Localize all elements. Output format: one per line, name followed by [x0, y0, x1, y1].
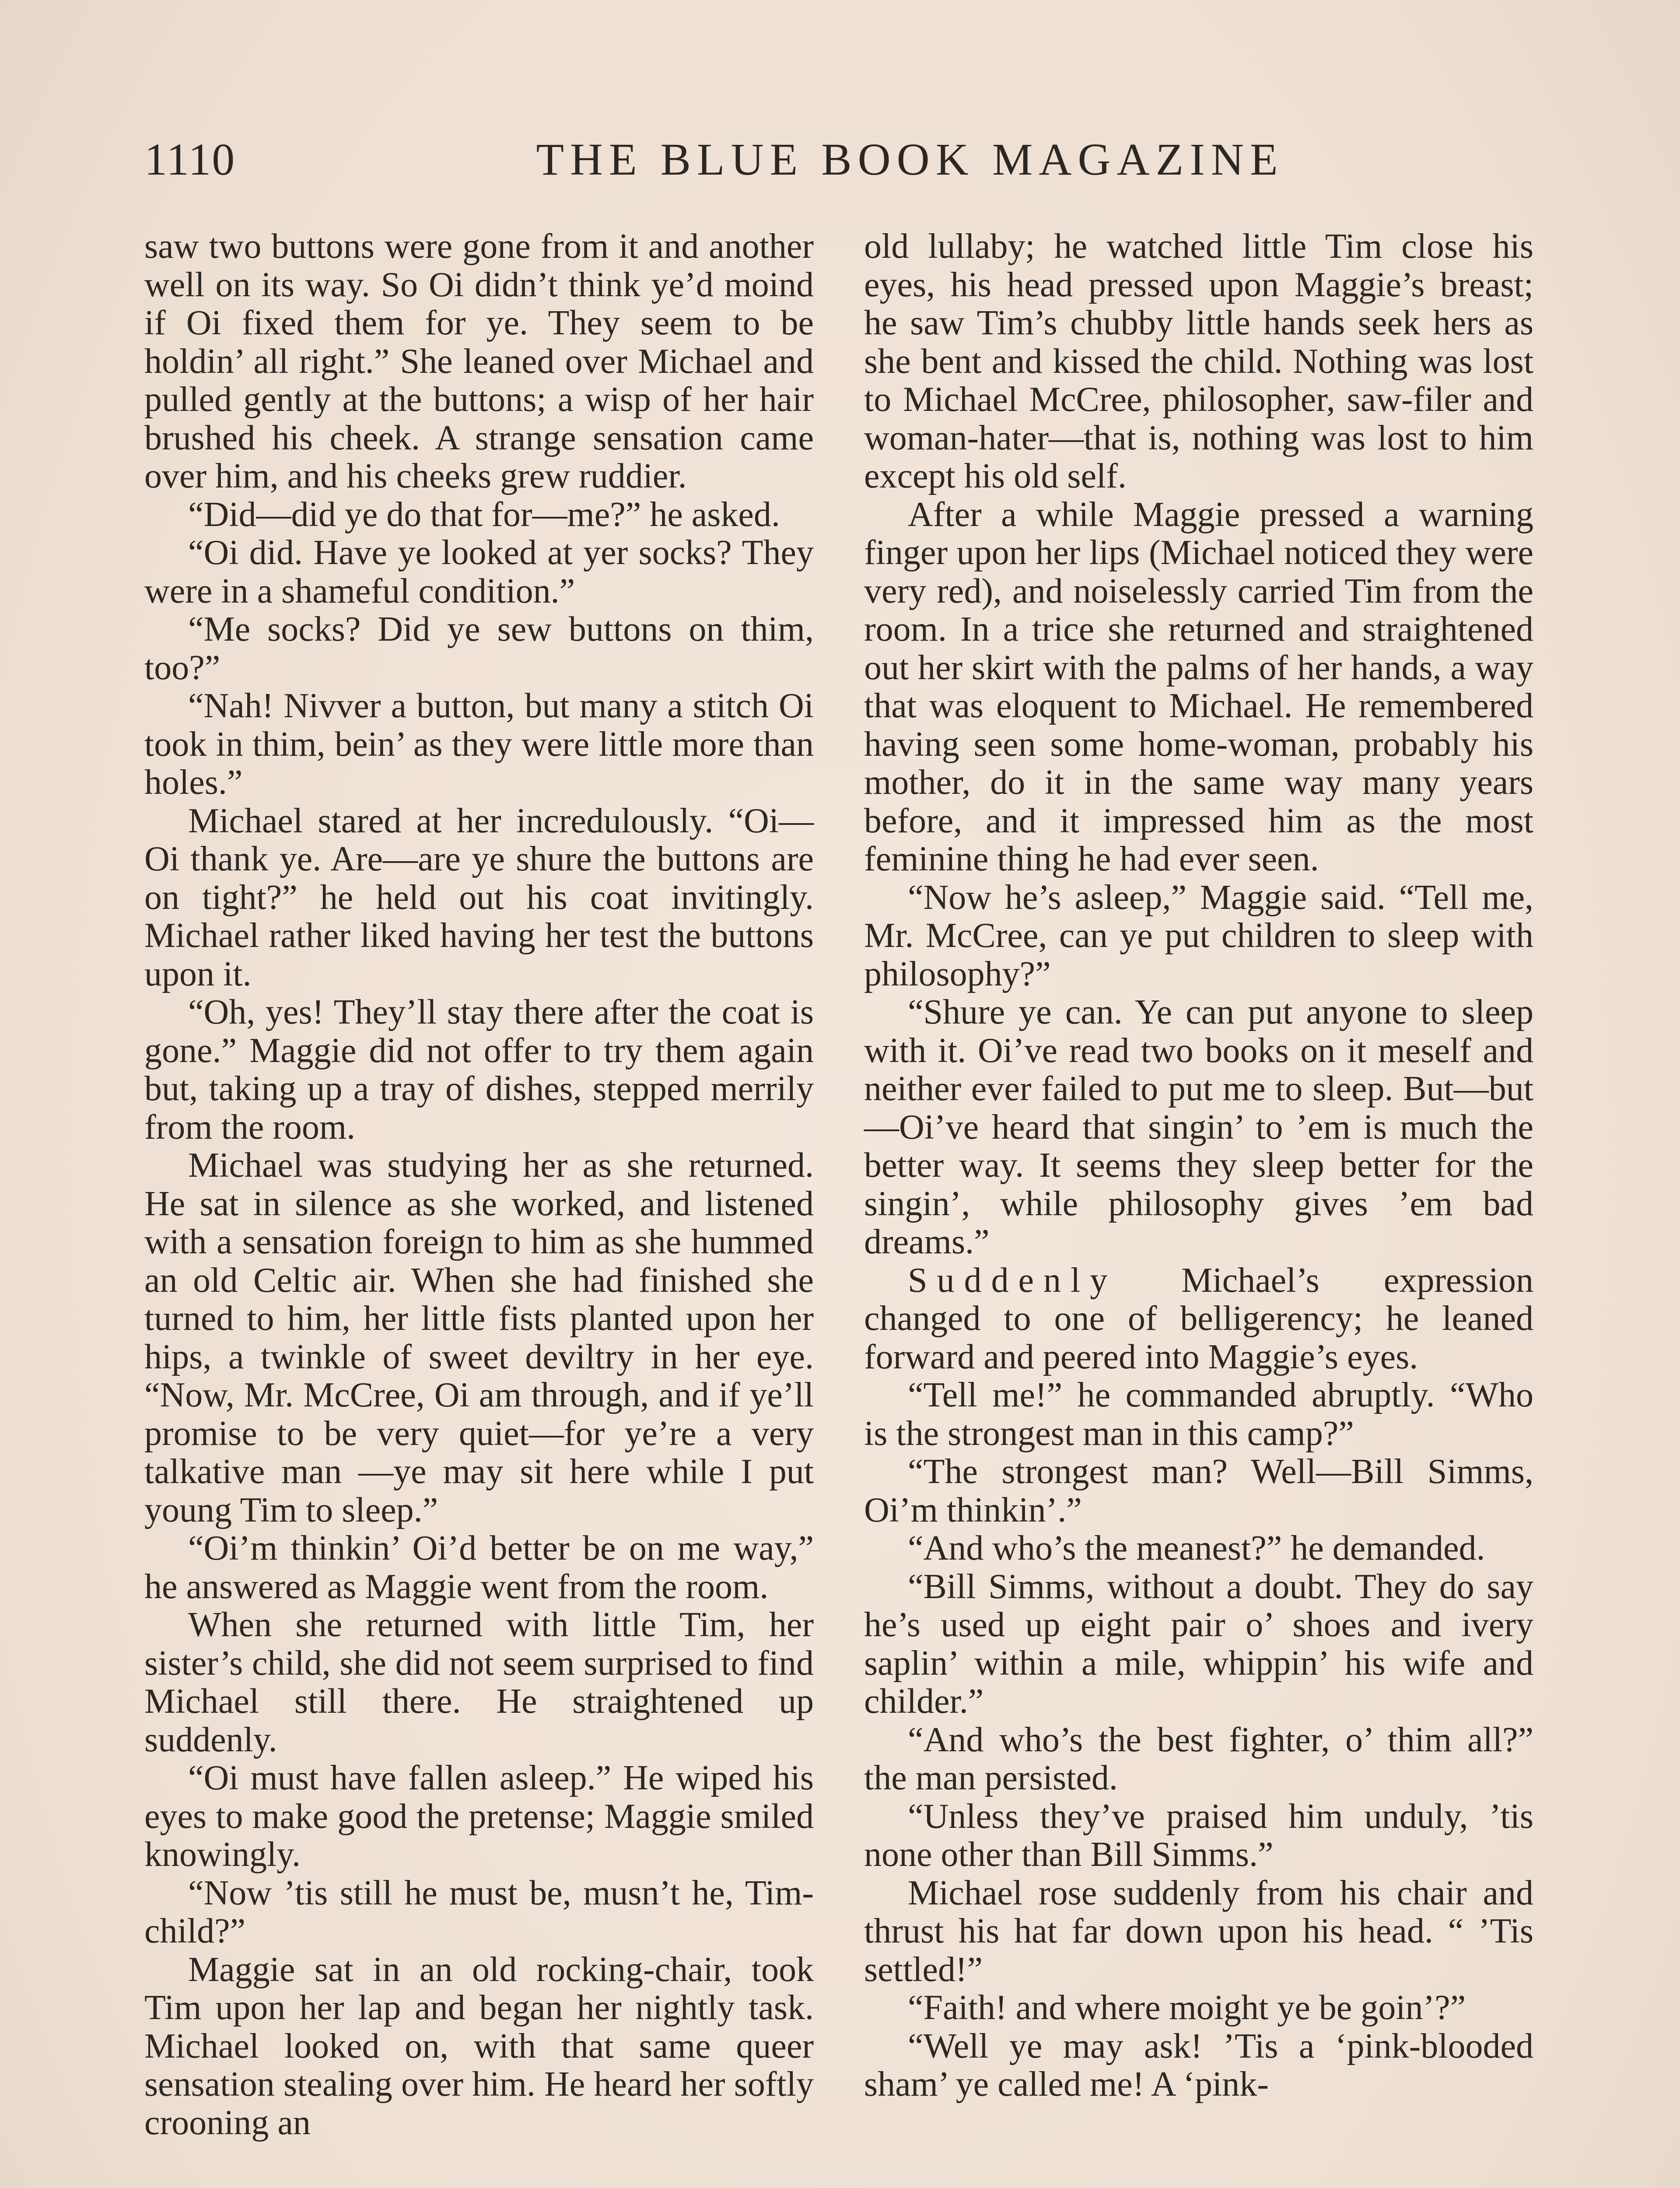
paragraph: “Me socks? Did ye sew buttons on thim, too?” [144, 610, 814, 687]
paragraph: saw two buttons were gone from it and another well on its way. So Oi didn’t think ye’d moind if Oi fixed them for ye. They seem to be holdin’ all right.” She leaned over Michael and pulled gently at the buttons; a wisp of her hair brushed his cheek. A strange sensation came over him, and his cheeks grew ruddier. [144, 227, 814, 495]
paragraph: “And who’s the best fighter, o’ thim all?” the man persisted. [864, 1720, 1533, 1797]
left-column [144, 228, 814, 2142]
paragraph: “Did—did ye do that for—me?” he asked. [188, 495, 780, 534]
running-title: THE BLUE BOOK MAGAZINE [536, 134, 1284, 185]
paragraph: “Unless they’ve praised him unduly, ’tis none other than Bill Simms.” [864, 1797, 1533, 1874]
paragraph-text: Michael’s expression changed to one of belligerency; he leaned forward and peered into Maggie’s eyes. [864, 1261, 1533, 1376]
paragraph: “Oi’m thinkin’ Oi’d better be on me way,” he answered as Maggie went from the room. [144, 1529, 814, 1606]
paragraph: “The strongest man? Well—Bill Simms, Oi’m thinkin’.” [864, 1452, 1533, 1529]
paragraph: “Nah! Nivver a button, but many a stitch Oi took in thim, bein’ as they were little more than holes.” [144, 687, 814, 802]
paragraph: “And who’s the meanest?” he demanded. [908, 1529, 1485, 1567]
paragraph: “Now he’s asleep,” Maggie said. “Tell me, Mr. McCree, can ye put children to sleep with philosophy?” [864, 878, 1533, 993]
paragraph: Michael stared at her incredulously. “Oi—Oi thank ye. Are—are ye shure the buttons are on tight?” he held out his coat invitingly. Michael rather liked having her test the buttons upon it. [144, 801, 814, 993]
spaced-lead-word: Suddenly [908, 1261, 1117, 1300]
paragraph: Michael rose suddenly from his chair and thrust his hat far down upon his head. “ ’Tis settled!” [864, 1873, 1533, 1989]
paragraph: “Oi did. Have ye looked at yer socks? They were in a shameful condition.” [144, 533, 814, 610]
page-number: 1110 [144, 134, 236, 185]
paragraph: “Well ye may ask! ’Tis a ‘pink-blooded sham’ ye called me! A ‘pink- [864, 2027, 1533, 2104]
right-column [864, 228, 1533, 2104]
paragraph: Michael was studying her as she returned. He sat in silence as she worked, and listened with a sensation foreign to him as she hummed an old Celtic air. When she had finished she turned to him, her little fists planted upon her hips, a twinkle of sweet deviltry in her eye. “Now, Mr. McCree, Oi am through, and if ye’ll promise to be very quiet—for ye’re a very talkative man —ye may sit here while I put young Tim to sleep.” [144, 1146, 814, 1529]
paragraph: “Oh, yes! They’ll stay there after the coat is gone.” Maggie did not offer to try them again but, taking up a tray of dishes, stepped merrily from the room. [144, 993, 814, 1147]
paragraph: When she returned with little Tim, her sister’s child, she did not seem surprised to find Michael still there. He straightened up suddenly. [144, 1606, 814, 1759]
paragraph [864, 1262, 1533, 1377]
paragraph: old lullaby; he watched little Tim close his eyes, his head pressed upon Maggie’s breast; he saw Tim’s chubby little hands seek hers as she bent and kissed the child. Nothing was lost to Michael McCree, philosopher, saw-filer and woman-hater—that is, nothing was lost to him except his old self. [864, 227, 1533, 495]
paragraph: After a while Maggie pressed a warning finger upon her lips (Michael noticed they were very red), and noiselessly carried Tim from the room. In a trice she returned and straightened out her skirt with the palms of her hands, a way that was eloquent to Michael. He remembered having seen some home-woman, probably his mother, do it in the same way many years before, and it impressed him as the most feminine thing he had ever seen. [864, 495, 1533, 878]
paragraph: “Tell me!” he commanded abruptly. “Who is the strongest man in this camp?” [864, 1376, 1533, 1453]
paragraph: “Shure ye can. Ye can put anyone to sleep with it. Oi’ve read two books on it meself and neither ever failed to put me to sleep. But—but—Oi’ve heard that singin’ to ’em is much the better way. It seems they sleep better for the singin’, while philosophy gives ’em bad dreams.” [864, 993, 1533, 1261]
paragraph: Maggie sat in an old rocking-chair, took Tim upon her lap and began her nightly task. Michael looked on, with that same queer sensation stealing over him. He heard her softly crooning an [144, 1950, 814, 2142]
paragraph: “Oi must have fallen asleep.” He wiped his eyes to make good the pretense; Maggie smiled knowingly. [144, 1759, 814, 1874]
page-header [144, 127, 1536, 193]
paragraph: “Faith! and where moight ye be goin’?” [908, 1988, 1466, 2027]
paragraph: “Bill Simms, without a doubt. They do say he’s used up eight pair o’ shoes and ivery saplin’ within a mile, whippin’ his wife and childer.” [864, 1567, 1533, 1721]
paragraph: “Now ’tis still he must be, musn’t he, Tim-child?” [144, 1873, 814, 1950]
